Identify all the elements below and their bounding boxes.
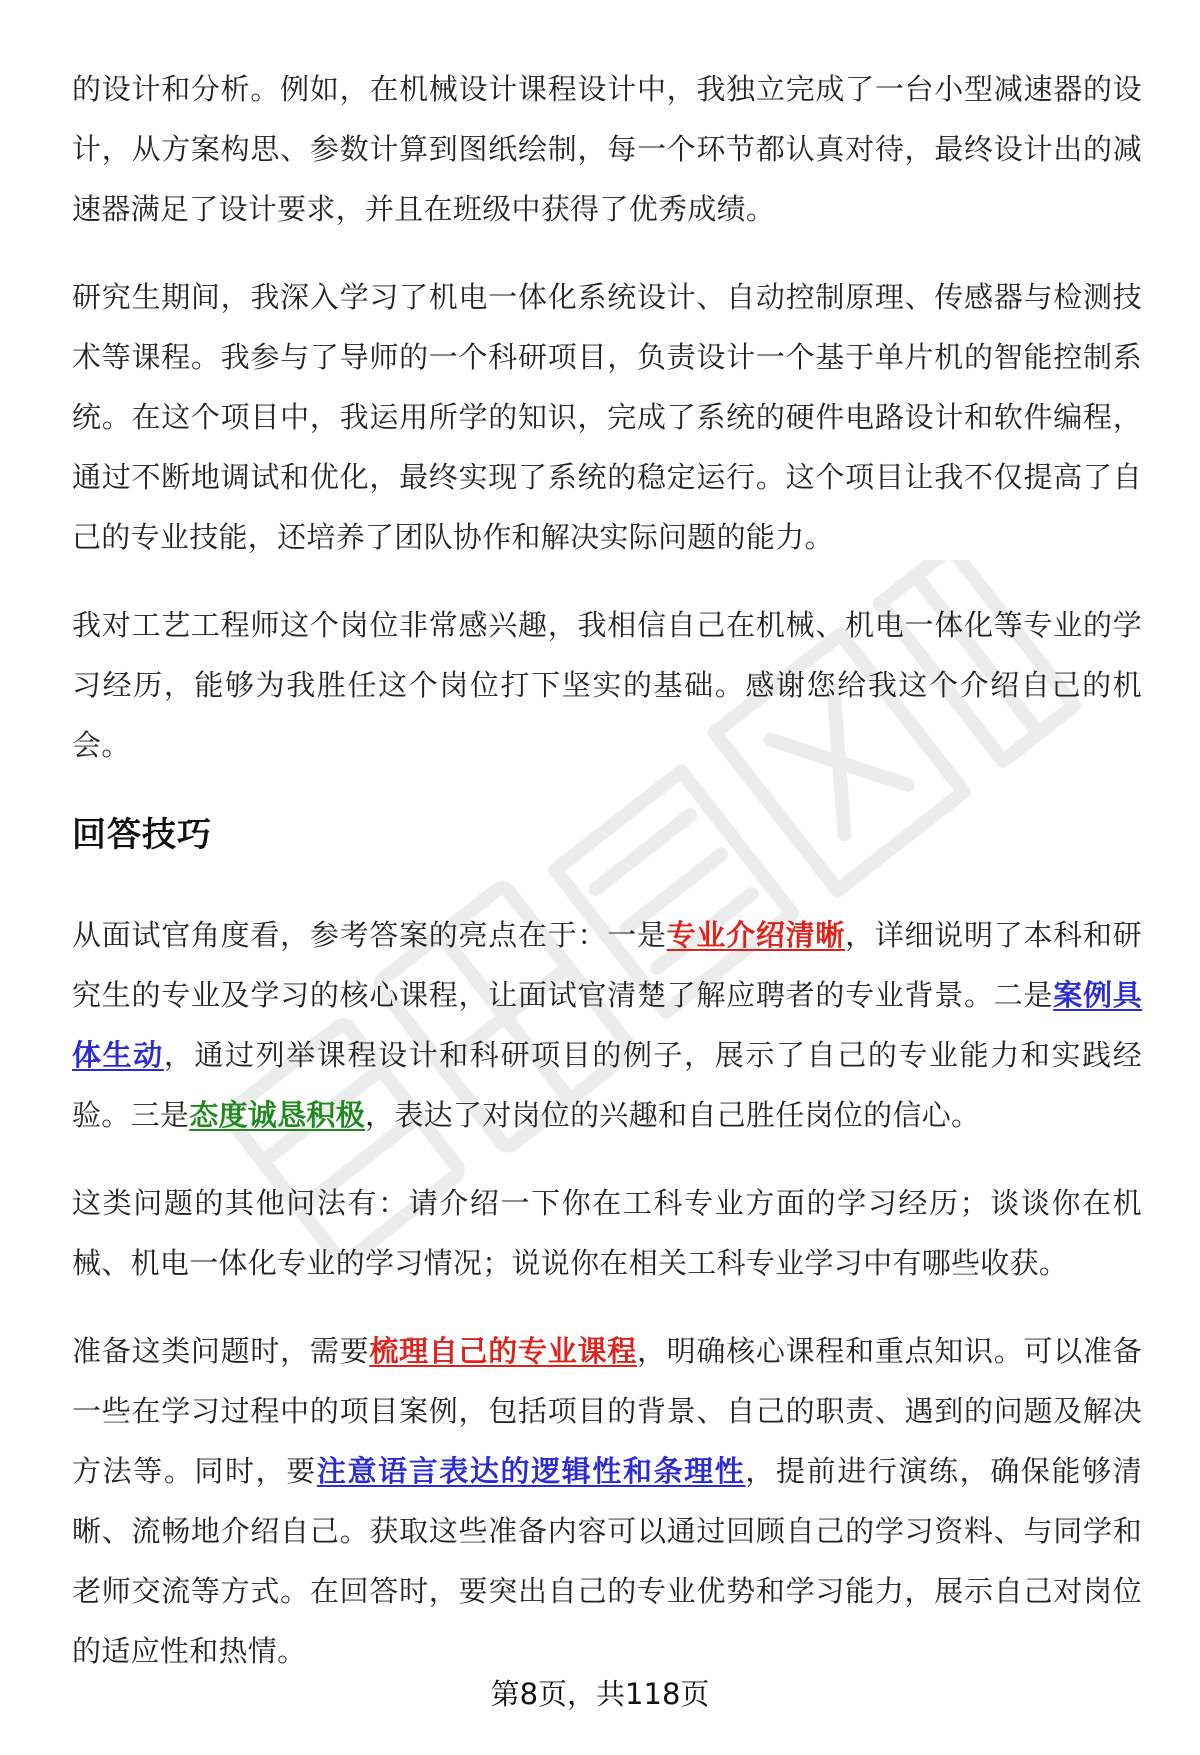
paragraph-answer-highlights bbox=[72, 905, 1142, 1145]
highlight-concrete-cases: 案例具体生动 bbox=[72, 978, 1143, 1072]
text-run: ，表达了对岗位的兴趣和自己胜任岗位的信心。 bbox=[365, 1098, 981, 1132]
paragraph-preparation-advice bbox=[72, 1321, 1142, 1681]
paragraph-alternative-questions: 这类问题的其他问法有：请介绍一下你在工科专业方面的学习经历；谈谈你在机械、机电一体化专业的学习情况；说说你在相关工科专业学习中有哪些收获。 bbox=[72, 1186, 1142, 1280]
highlight-sincere-attitude: 态度诚恳积极 bbox=[189, 1098, 366, 1132]
text-run: ，详细说明了本科和研究生的专业及学习的核心课程，让面试官清楚了解应聘者的专业背景。二是 bbox=[72, 918, 1142, 1012]
text-run: ，提前进行演练，确保能够清晰、流畅地介绍自己。获取这些准备内容可以通过回顾自己的学习资料、与同学和老师交流等方式。在回答时，要突出自己的专业优势和学习能力，展示自己对岗位的适应性和热情。 bbox=[72, 1454, 1143, 1668]
text-run: 从面试官角度看，参考答案的亮点在于：一是 bbox=[72, 918, 667, 952]
text-run: ，通过列举课程设计和科研项目的例子，展示了自己的专业能力和实践经验。三是 bbox=[72, 1038, 1142, 1132]
highlight-review-courses: 梳理自己的专业课程 bbox=[369, 1334, 637, 1368]
paragraph-undergrad-course-design: 的设计和分析。例如，在机械设计课程设计中，我独立完成了一台小型减速器的设计，从方案构思、参数计算到图纸绘制，每一个环节都认真对待，最终设计出的减速器满足了设计要求，并且在班级中获得了优秀成绩。 bbox=[72, 72, 1142, 226]
document-body bbox=[72, 59, 1142, 1681]
highlight-professional-intro: 专业介绍清晰 bbox=[666, 918, 846, 952]
highlight-logical-expression: 注意语言表达的逻辑性和条理性 bbox=[316, 1454, 746, 1488]
text-run: 准备这类问题时，需要 bbox=[72, 1334, 370, 1368]
page-number: 第8页，共118页 bbox=[490, 1677, 710, 1711]
text-run: ，明确核心课程和重点知识。可以准备一些在学习过程中的项目案例，包括项目的背景、自己的职责、遇到的问题及解决方法等。同时，要 bbox=[72, 1334, 1142, 1488]
section-heading-answer-tips: 回答技巧 bbox=[72, 815, 212, 855]
paragraph-interest-in-position: 我对工艺工程师这个岗位非常感兴趣，我相信自己在机械、机电一体化等专业的学习经历，能够为我胜任这个岗位打下坚实的基础。感谢您给我这个介绍自己的机会。 bbox=[72, 608, 1142, 762]
paragraph-graduate-study: 研究生期间，我深入学习了机电一体化系统设计、自动控制原理、传感器与检测技术等课程。我参与了导师的一个科研项目，负责设计一个基于单片机的智能控制系统。在这个项目中，我运用所学的知识，完成了系统的硬件电路设计和软件编程，通过不断地调试和优化，最终实现了系统的稳定运行。这个项目让我不仅提高了自己的专业技能，还培养了团队协作和解决实际问题的能力。 bbox=[72, 280, 1142, 554]
